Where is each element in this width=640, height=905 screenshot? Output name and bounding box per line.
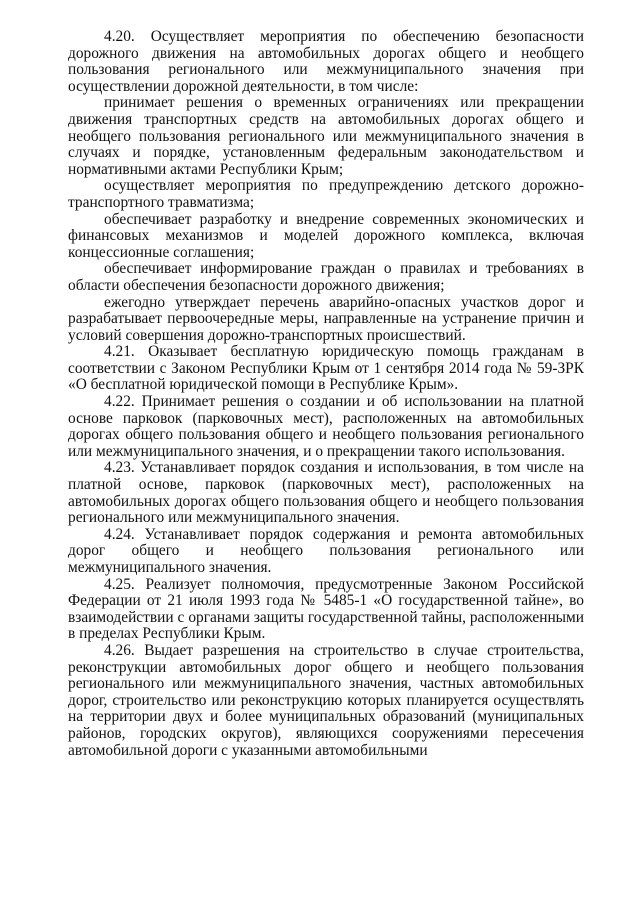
paragraph-4-25: 4.25. Реализует полномочия, предусмотренные Законом Российской Федерации от 21 июля 1993 года № 5485-1 «О государственной тайне», во взаимодействии с органами защиты государственной тайны, расположенными в пределах Республики Крым. — [68, 575, 584, 643]
paragraph-4-26: 4.26. Выдает разрешения на строительство в случае строительства, реконструкции автомобильных дорог общего и необщего пользования регионального или межмуниципального значения, частных автомобильных дорог, строительство или реконструкцию которых планируется осуществлять на территории двух и более муниципальных образований (муниципальных районов, городских округов), являющихся сооружениями пересечения автомобильной дороги с указанными автомобильными — [68, 641, 584, 759]
paragraph-4-20: 4.20. Осуществляет мероприятия по обеспечению безопасности дорожного движения на автомобильных дорогах общего и необщего пользования регионального или межмуниципального значения при осуществлении дорожной деятельности, в том числе: — [68, 28, 584, 95]
list-item: осуществляет мероприятия по предупреждению детского дорожно-транспортного травматизма; — [68, 177, 584, 211]
paragraph-4-23: 4.23. Устанавливает порядок создания и использования, в том числе на платной основе, парковок (парковочных мест), расположенных на автомобильных дорогах общего пользования общего и необщего пользования регионального или межмуниципального значения. — [68, 459, 584, 527]
list-item: обеспечивает информирование граждан о правилах и требованиях в области обеспечения безопасности дорожного движения; — [68, 260, 584, 294]
list-item: обеспечивает разработку и внедрение современных экономических и финансовых механизмов и моделей дорожного комплекса, включая концессионные соглашения; — [68, 210, 584, 261]
paragraph-4-21: 4.21. Оказывает бесплатную юридическую помощь гражданам в соответствии с Законом Республики Крым от 1 сентября 2014 года № 59-ЗРК «О бесплатной юридической помощи в Республике Крым». — [68, 343, 584, 394]
list-item: принимает решения о временных ограничениях или прекращении движения транспортных средств на автомобильных дорогах общего и необщего пользования регионального или межмуниципального значения в случаях и порядке, установленным федеральным законодательством и нормативными актами Республики Крым; — [68, 94, 584, 178]
document-body — [68, 29, 584, 759]
paragraph-4-24: 4.24. Устанавливает порядок содержания и ремонта автомобильных дорог общего и необщего пользования регионального или межмуниципального значения. — [68, 525, 584, 576]
paragraph-4-22: 4.22. Принимает решения о создании и об использовании на платной основе парковок (парковочных мест), расположенных на автомобильных дорогах общего пользования общего и необщего пользования регионального или межмуниципального значения, и о прекращении такого использования. — [68, 393, 584, 460]
list-item: ежегодно утверждает перечень аварийно-опасных участков дорог и разрабатывает первоочередные меры, направленные на устранение причин и условий совершения дорожно-транспортных происшествий. — [68, 293, 584, 344]
